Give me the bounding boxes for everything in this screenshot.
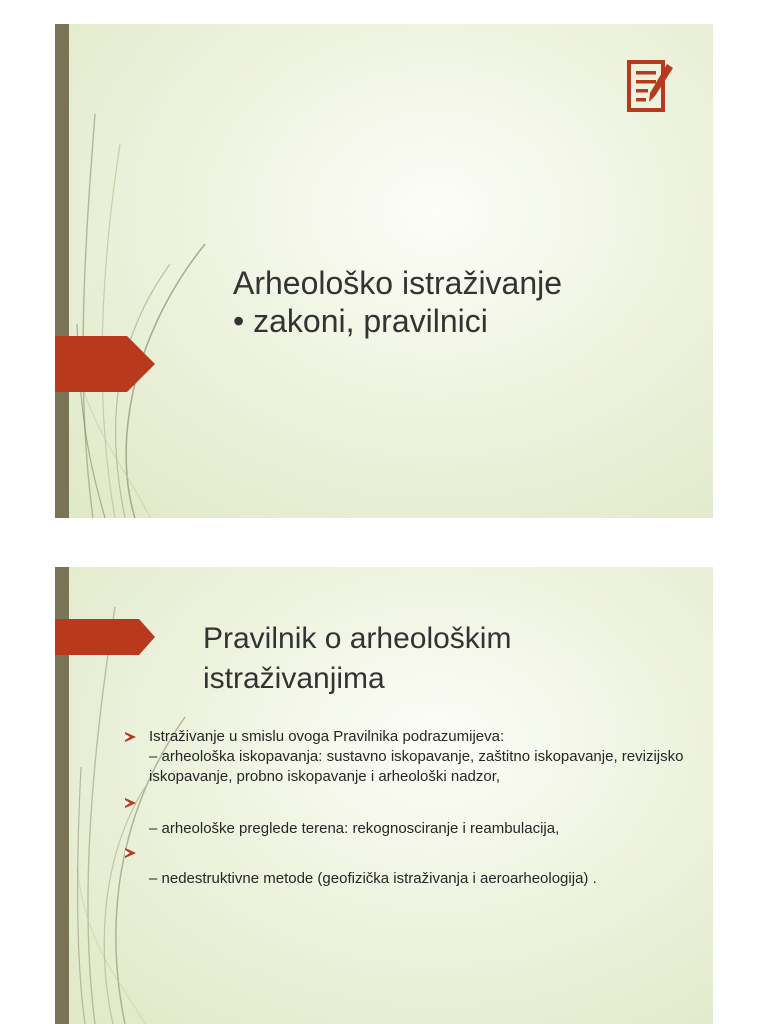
decorative-swirl <box>55 24 215 518</box>
arrow-tab <box>55 619 155 655</box>
slide-title <box>203 619 511 699</box>
bullet-arrow-icon <box>125 732 136 742</box>
list-item-text: – arheološke preglede terena: rekognosciranje i reambulacija, <box>149 820 560 837</box>
list-item <box>125 843 703 863</box>
slide-2 <box>55 567 713 1024</box>
slide-1 <box>55 24 713 518</box>
side-bar <box>55 24 69 518</box>
list-item <box>125 819 703 839</box>
list-item-text <box>149 843 703 863</box>
title-line-1: Pravilnik o arheološkim <box>203 622 512 655</box>
list-item-text <box>149 793 703 813</box>
list-item-text: Istraživanje u smislu ovoga Pravilnika podrazumijeva: – arheološka iskopavanja: sustavno iskopavanje, zaštitno iskopavanje, revizijsko iskopavanje, probno iskopavanje i arheološki nadzor, <box>149 728 684 785</box>
title-line-2: istraživanjima <box>203 662 385 695</box>
slide-title <box>233 264 562 340</box>
bullet-arrow-icon <box>125 848 136 858</box>
title-line-1: Arheološko istraživanje <box>233 265 563 301</box>
list-item <box>125 727 703 787</box>
document-edit-icon <box>627 58 675 116</box>
list-item-text: – nedestruktivne metode (geofizička istraživanja i aeroarheologija) . <box>149 870 597 887</box>
list-item <box>125 869 703 889</box>
title-line-2: • zakoni, pravilnici <box>233 303 488 339</box>
arrow-tab <box>55 336 155 392</box>
bullet-arrow-icon <box>125 798 136 808</box>
list-item <box>125 793 703 813</box>
bullet-list <box>125 727 703 889</box>
